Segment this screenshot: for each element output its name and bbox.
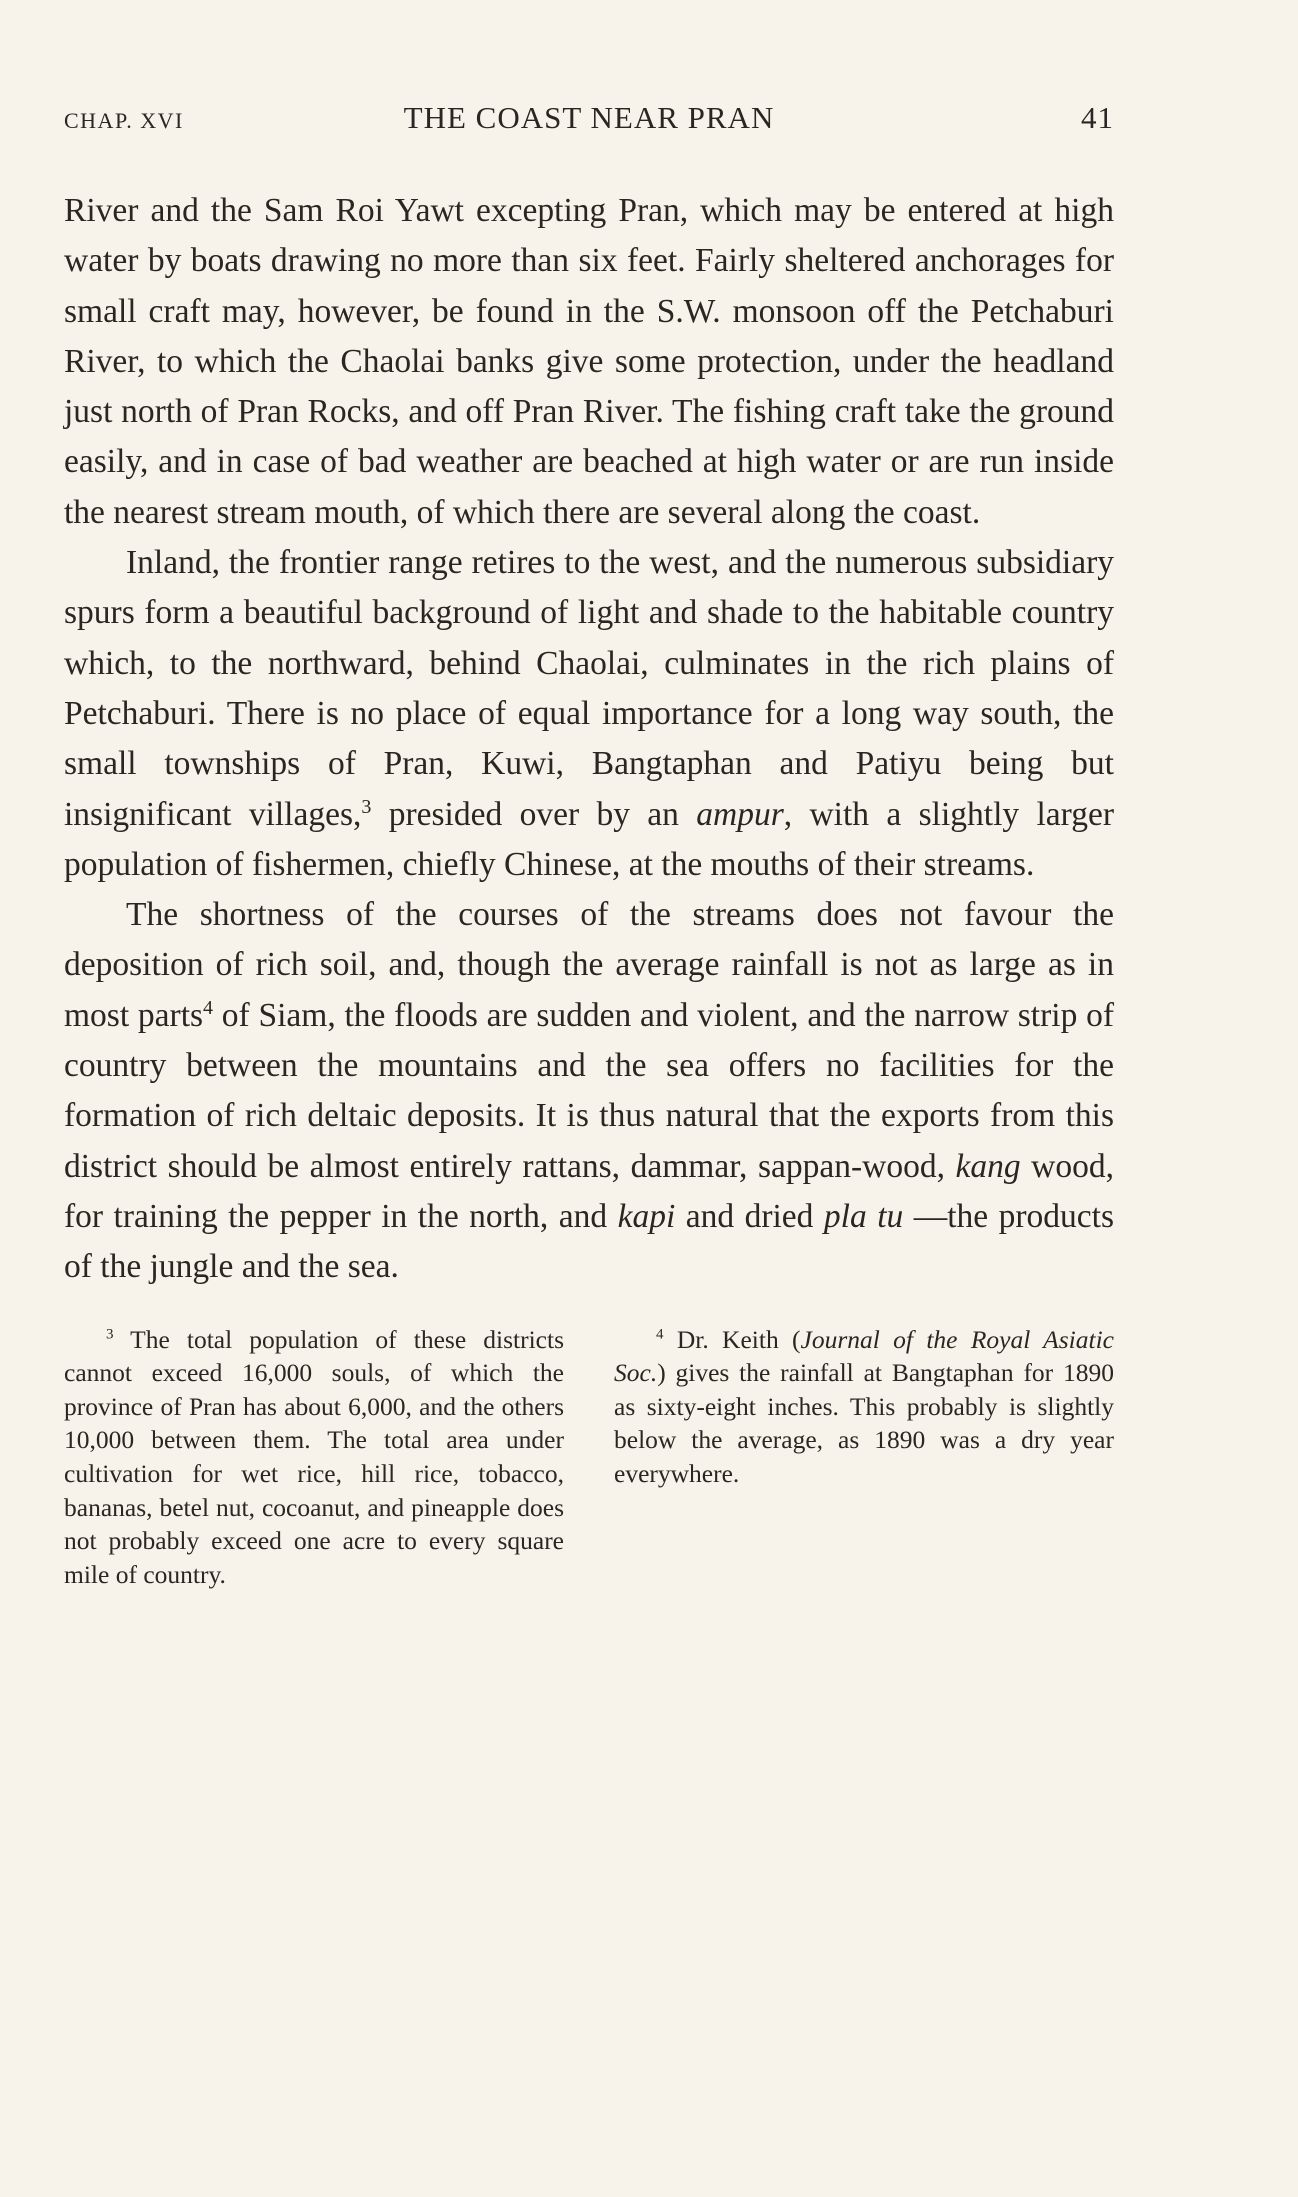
footnote-ref-4[interactable]: 4: [203, 996, 214, 1019]
italic-term-ampur: ampur: [696, 795, 784, 833]
footnote-4-journal-title: Journal of the Royal Asiatic Soc.: [614, 1324, 1114, 1388]
footnote-column-left: [64, 1323, 564, 1592]
body-text: [64, 186, 1114, 1293]
paragraph-2-text-b: presided over by an: [371, 795, 697, 833]
italic-term-kapi: kapi: [617, 1197, 676, 1235]
paragraph-3-text-a: The shortness of the courses of the streams does not favour the deposition of rich soil, and, though the average rainfall is not as large as in most parts: [64, 896, 1114, 1034]
footnote-4-marker: 4: [656, 1326, 664, 1343]
paragraph-2-text-a: Inland, the frontier range retires to the west, and the numerous subsidiary spurs form a beautiful background of light and shade to the habitable country which, to the northward, behind Chaolai, culminates in the rich plains of Petchaburi. There is no place of equal importance for a long way south, the small townships of Pran, Kuwi, Bangtaphan and Patiyu being but insignificant villages,: [64, 544, 1114, 833]
footnote-4: [614, 1323, 1114, 1491]
book-page: [64, 100, 1114, 1591]
paragraph-3-text-c: wood, for training the pepper in the north, and: [64, 1147, 1114, 1235]
paragraph-3-text-b: of Siam, the floods are sudden and violent, and the narrow strip of country between the mountains and the sea offers no facilities for the formation of rich deltaic deposits. It is thus natural that the exports from this district should be almost entirely rattans, dammar, sappan-wood,: [64, 996, 1114, 1185]
running-head: [64, 100, 1114, 150]
footnote-3: [64, 1323, 564, 1592]
paragraph-1: [64, 186, 1114, 538]
chapter-label: CHAP. XVI: [64, 108, 184, 133]
page-title: THE COAST NEAR PRAN: [403, 100, 775, 135]
paragraph-2-text-c: , with a slightly larger population of fishermen, chiefly Chinese, at the mouths of their streams.: [64, 795, 1114, 883]
paragraph-3-text-e: —the products of the jungle and the sea.: [64, 1197, 1114, 1286]
italic-term-kang: kang: [955, 1147, 1021, 1185]
paragraph-3-text-d: and dried: [675, 1197, 824, 1235]
footnote-column-right: [614, 1323, 1114, 1592]
footnote-4-text-a: Dr. Keith (: [663, 1324, 801, 1354]
paragraph-3: [64, 890, 1114, 1292]
footnote-4-text-b: ) gives the rainfall at Bangtaphan for 1890 as sixty-eight inches. This probably is slightly below the average, as 1890 was a dry year everywhere.: [614, 1358, 1114, 1488]
footnotes: [64, 1323, 1114, 1592]
page-number: 41: [1081, 100, 1114, 135]
footnote-3-marker: 3: [106, 1326, 114, 1343]
footnote-3-text: The total population of these districts cannot exceed 16,000 souls, of which the province of Pran has about 6,000, and the others 10,000 between them. The total area under cultivation for wet rice, hill rice, tobacco, bananas, betel nut, cocoanut, and pineapple does not probably exceed one acre to every square mile of country.: [64, 1324, 564, 1589]
italic-term-pla-tu: pla tu: [823, 1197, 904, 1235]
footnote-ref-3[interactable]: 3: [361, 795, 372, 818]
paragraph-2: [64, 538, 1114, 890]
paragraph-1-text: River and the Sam Roi Yawt excepting Pran, which may be entered at high water by boats drawing no more than six feet. Fairly sheltered anchorages for small craft may, however, be found in the S.W. monsoon off the Petchaburi River, to which the Chaolai banks give some protection, under the headland just north of Pran Rocks, and off Pran River. The fishing craft take the ground easily, and in case of bad weather are beached at high water or are run inside the nearest stream mouth, of which there are several along the coast.: [64, 192, 1114, 531]
